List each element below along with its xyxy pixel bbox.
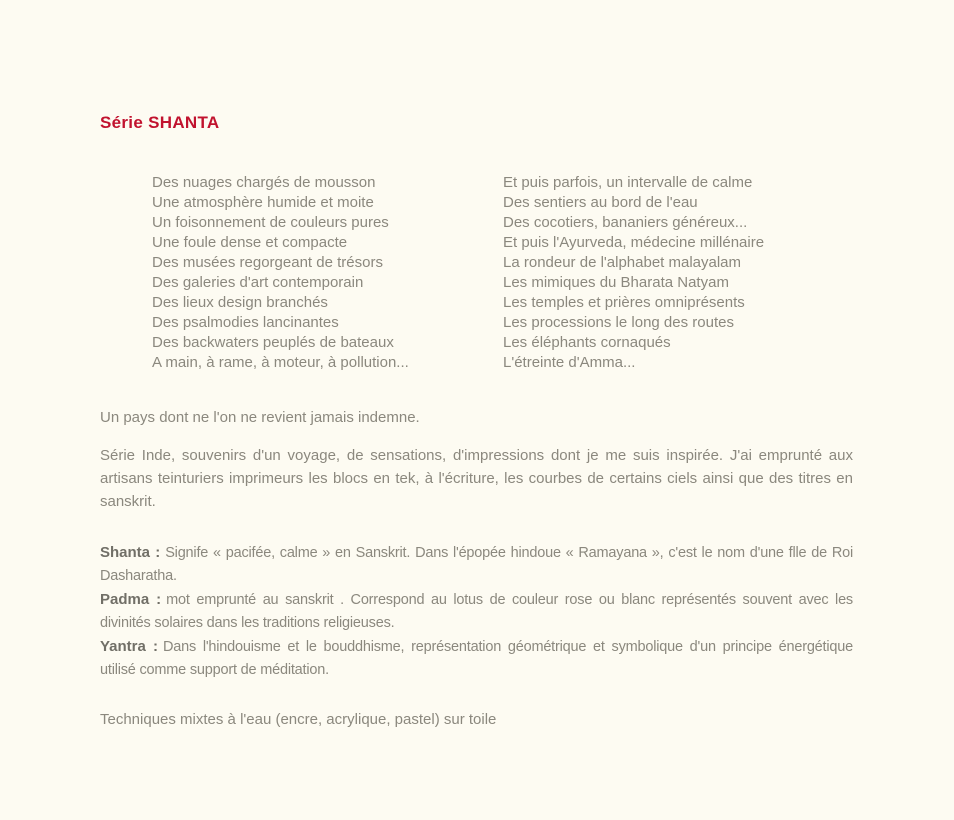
content-area [100,0,853,730]
description-paragraph: Série Inde, souvenirs d'un voyage, de sensations, d'impressions dont je me suis inspirée. J'ai emprunté aux artisans teinturiers imprimeurs les blocs en tek, à l'écriture, les courbes de certains ciels ainsi que des titres en sanskrit. [100,447,853,510]
definition-term: Yantra : [100,638,158,655]
poem-line: Des cocotiers, bananiers généreux... [503,214,748,231]
poem-line: Les processions le long des routes [503,314,734,331]
definition-term: Shanta : [100,544,161,561]
technique-line: Techniques mixtes à l'eau (encre, acrylique, pastel) sur toile [100,711,497,728]
poem-line: Et puis parfois, un intervalle de calme [503,174,753,191]
definition-shanta [100,541,853,588]
poem-line: Un foisonnement de couleurs pures [152,214,389,231]
poem-line: Une foule dense et compacte [152,234,348,251]
definition-text: Signife « pacifée, calme » en Sanskrit. Dans l'épopée hindoue « Ramayana », c'est le nom d'une flle de Roi Dasharatha. [100,545,853,584]
poem-line: Les mimiques du Bharata Natyam [503,274,729,291]
poem-line: Des psalmodies lancinantes [152,314,339,331]
definition-yantra [100,635,853,682]
poem-line: Les éléphants cornaqués [503,334,671,351]
poem-column-left [152,173,503,373]
definition-text: mot emprunté au sanskrit . Correspond au lotus de couleur rose ou blanc représentés souvent avec les divinités solaires dans les traditions religieuses. [100,592,853,631]
poem-line: A main, à rame, à moteur, à pollution... [152,354,409,371]
poem-line: Une atmosphère humide et moite [152,194,374,211]
definition-padma [100,588,853,635]
poem-line: Des backwaters peuplés de bateaux [152,334,394,351]
poem-line: L'étreinte d'Amma... [503,354,636,371]
definition-term: Padma : [100,591,162,608]
poem-line: Des sentiers au bord de l'eau [503,194,698,211]
poem-line: Des lieux design branchés [152,294,328,311]
poem-line: Des musées regorgeant de trésors [152,254,383,271]
poem-line: Les temples et prières omniprésents [503,294,745,311]
definition-text: Dans l'hindouisme et le bouddhisme, représentation géométrique et symbolique d'un principe énergétique utilisé comme support de méditation. [100,639,853,678]
poem-column-right [503,173,853,373]
poem-line: La rondeur de l'alphabet malayalam [503,254,742,271]
poem-line: Des galeries d'art contemporain [152,274,364,291]
page-title: Série SHANTA [100,113,220,132]
definitions-block [100,541,853,682]
intro-line: Un pays dont ne l'on ne revient jamais indemne. [100,409,420,426]
poem-line: Des nuages chargés de mousson [152,174,376,191]
poem-columns [100,173,853,373]
poem-line: Et puis l'Ayurveda, médecine millénaire [503,234,765,251]
